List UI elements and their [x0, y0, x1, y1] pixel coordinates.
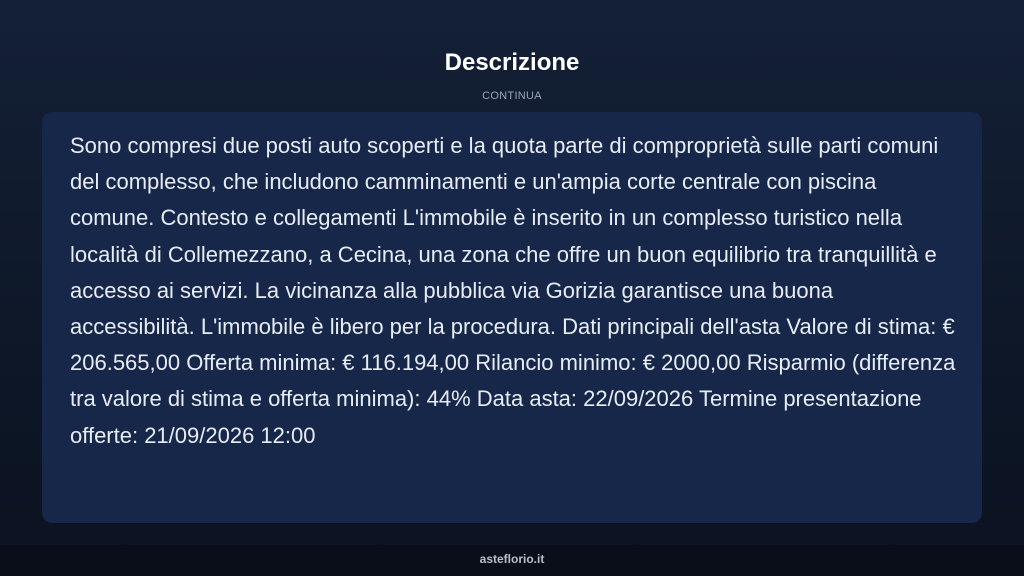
footer — [0, 545, 1024, 576]
description-card — [42, 112, 982, 523]
description-text: Sono compresi due posti auto scoperti e la quota parte di comproprietà sulle parti comuni del complesso, che includono camminamenti e un'ampia corte centrale con piscina comune. Contesto e collegamenti L'immobile è inserito in un complesso turistico nella località di Collemezzano, a Cecina, una zona che offre un buon equilibrio tra tranquillità e accesso ai servizi. La vicinanza alla pubblica via Gorizia garantisce una buona accessibilità. L'immobile è libero per la procedura. Dati principali dell'asta Valore di stima: € 206.565,00 Offerta minima: € 116.194,00 Rilancio minimo: € 2000,00 Risparmio (differenza tra valore di stima e offerta minima): 44% Data asta: 22/09/2026 Termine presentazione offerte: 21/09/2026 12:00 — [70, 133, 956, 448]
continue-label: CONTINUA — [482, 90, 542, 102]
page-title: Descrizione — [444, 49, 580, 76]
site-name: asteflorio.it — [479, 552, 545, 566]
header — [0, 48, 1024, 103]
